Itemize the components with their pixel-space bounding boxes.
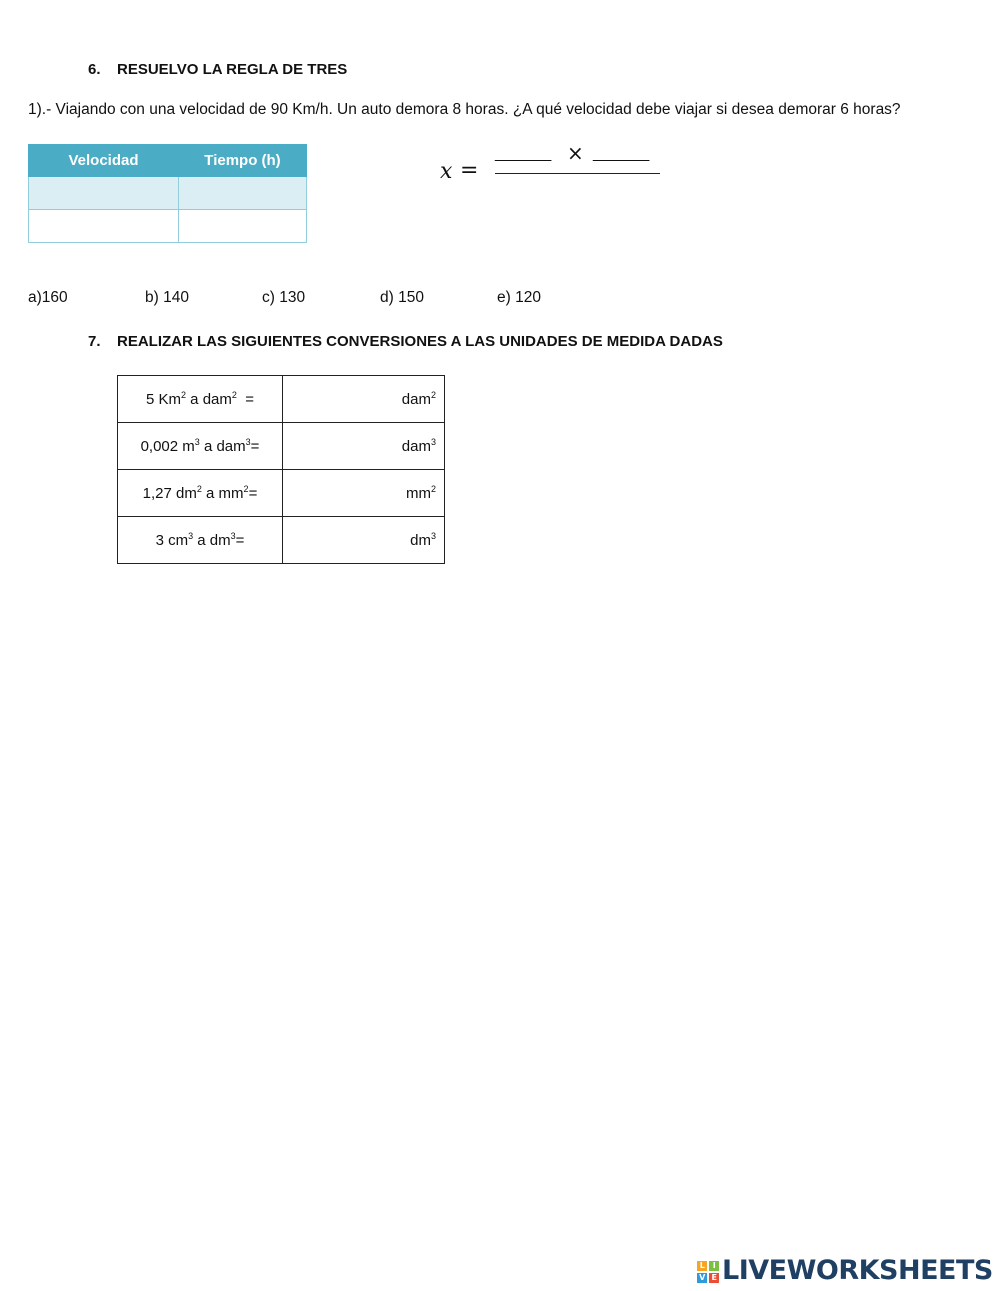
velocidad-input-1[interactable] (29, 177, 179, 210)
option-d[interactable]: d) 150 (380, 289, 424, 306)
unit-label: dm (410, 531, 431, 549)
section-7-title: REALIZAR LAS SIGUIENTES CONVERSIONES A LAS UNIDADES DE MEDIDA DADAS (117, 333, 723, 350)
section-6-heading (88, 61, 347, 78)
logo-text: LIVEWORKSHEETS (722, 1255, 993, 1286)
prompt-target: a dm (193, 531, 231, 549)
table-row (118, 517, 445, 564)
exponent: 2 (231, 389, 237, 400)
conversion-prompt-4 (118, 517, 283, 564)
section-7-heading (88, 333, 723, 350)
prompt-equals: = (248, 484, 258, 502)
table-row (118, 376, 445, 423)
option-e[interactable]: e) 120 (497, 289, 541, 306)
exponent: 2 (196, 483, 202, 494)
exponent: 2 (181, 389, 187, 400)
exponent: 2 (430, 389, 436, 400)
logo-block: E (709, 1273, 719, 1283)
exponent: 3 (245, 436, 251, 447)
exponent: 2 (243, 483, 249, 494)
option-b[interactable]: b) 140 (145, 289, 189, 306)
conversion-table (117, 375, 445, 564)
section-6-number: 6. (88, 61, 101, 78)
conversion-prompt-1 (118, 376, 283, 423)
prompt-value: 0,002 m (140, 437, 195, 455)
unit-label: mm (405, 484, 431, 502)
conversion-prompt-3 (118, 470, 283, 517)
prompt-equals: = (250, 437, 260, 455)
exponent: 3 (230, 530, 236, 541)
header-velocidad: Velocidad (29, 145, 179, 177)
times-symbol: × (567, 141, 584, 165)
conversion-answer-3[interactable] (283, 470, 445, 517)
tiempo-input-1[interactable] (179, 177, 307, 210)
exponent: 3 (430, 436, 436, 447)
table-row (29, 210, 307, 243)
prompt-target: a dam (199, 437, 246, 455)
exponent: 2 (430, 483, 436, 494)
section-7-number: 7. (88, 333, 101, 350)
option-a[interactable]: a)160 (28, 289, 68, 306)
prompt-target: a mm (201, 484, 244, 502)
prompt-equals: = (235, 531, 245, 549)
table-header-row (29, 145, 307, 177)
prompt-target: a dam (186, 390, 232, 408)
tiempo-input-2[interactable] (179, 210, 307, 243)
exponent: 3 (194, 436, 200, 447)
prompt-value: 5 Km (145, 390, 181, 408)
formula-equals: = (460, 158, 479, 183)
exponent: 3 (188, 530, 194, 541)
formula-variable: x (440, 159, 453, 184)
velocidad-input-2[interactable] (29, 210, 179, 243)
unit-label: dam (401, 390, 431, 408)
logo-blocks-icon (697, 1261, 719, 1283)
conversion-answer-1[interactable] (283, 376, 445, 423)
logo-block: V (697, 1273, 707, 1283)
prompt-value: 1,27 dm (142, 484, 197, 502)
question-text: 1).- Viajando con una velocidad de 90 Km/h. Un auto demora 8 horas. ¿A qué velocidad debe viajar si desea demorar 6 horas? (28, 101, 901, 118)
unit-label: dam (401, 437, 431, 455)
table-row (118, 423, 445, 470)
rule-of-three-table (28, 144, 307, 243)
conversion-prompt-2 (118, 423, 283, 470)
prompt-equals: = (236, 390, 254, 408)
option-c[interactable]: c) 130 (262, 289, 306, 306)
fraction-line (495, 173, 660, 174)
numerator-blank-1[interactable]: _______ (495, 145, 551, 162)
liveworksheets-logo (697, 1255, 993, 1286)
table-row (29, 177, 307, 210)
logo-block: I (709, 1261, 719, 1271)
prompt-value: 3 cm (155, 531, 189, 549)
header-tiempo: Tiempo (h) (179, 145, 307, 177)
conversion-answer-4[interactable] (283, 517, 445, 564)
conversion-answer-2[interactable] (283, 423, 445, 470)
numerator-blank-2[interactable]: _______ (593, 145, 649, 162)
section-6-title: RESUELVO LA REGLA DE TRES (117, 61, 348, 78)
logo-block: L (697, 1261, 707, 1271)
table-row (118, 470, 445, 517)
exponent: 3 (430, 530, 436, 541)
